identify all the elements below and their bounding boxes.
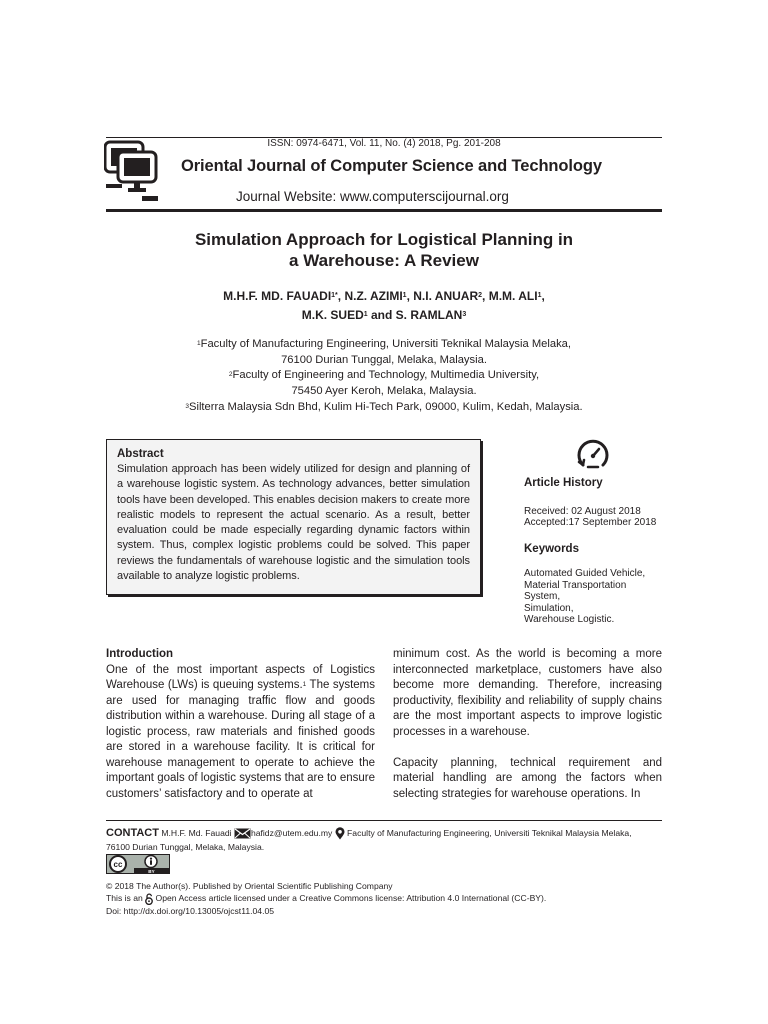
- svg-text:cc: cc: [113, 860, 123, 869]
- keywords-list: [524, 568, 645, 626]
- article-history-heading: Article History: [524, 477, 603, 489]
- author-name: M.K. SUED: [301, 308, 364, 322]
- affiliation-number: 2: [228, 371, 233, 379]
- introduction-heading: Introduction: [106, 648, 174, 660]
- affiliation-text: Faculty of Manufacturing Engineering, Universiti Teknikal Malaysia Melaka,: [200, 338, 572, 350]
- license-text: This is an: [106, 893, 146, 904]
- affiliation-text: Faculty of Engineering and Technology, Multimedia University,: [232, 369, 540, 382]
- paragraph-gap: [393, 740, 662, 756]
- affiliation-2-address: 75450 Ayer Keroh, Melaka, Malaysia.: [291, 385, 477, 398]
- affiliation-3: [106, 400, 662, 416]
- keyword-item: Material Transportation: [524, 579, 627, 591]
- contact-address-line-2: 76100 Durian Tunggal, Melaka, Malaysia.: [106, 842, 265, 853]
- paper-title-line-1: Simulation Approach for Logistical Planning in: [194, 230, 574, 249]
- keyword-item: Simulation,: [524, 602, 574, 614]
- author-affiliation-mark: 1: [402, 292, 407, 299]
- paragraph-text: The systems are used for managing traffic flow and goods distribution within a warehouse. During all stage of a logistic process, raw materials and finished goods are stored in a warehouse facility. It is critical for warehouse management to operate to achieve the important goals of logistic systems that are to ensure customers’ satisfactory and to operate at: [106, 679, 375, 800]
- body-paragraph: Capacity planning, technical requirement and material handling are among the factors when selecting strategies for warehouse operations. In: [393, 756, 662, 800]
- keyword-item: Warehouse Logistic.: [524, 614, 615, 626]
- body-paragraph: minimum cost. As the world is becoming a more interconnected marketplace, customers have also become more demanding. Therefore, increasing productivity, flexibility and reliability of supply chains are the most important aspects to improve logistic processes in a warehouse.: [393, 648, 662, 738]
- citation-mark[interactable]: 1: [302, 681, 307, 688]
- body-column-right: [393, 647, 662, 802]
- abstract-heading: Abstract: [117, 448, 164, 460]
- author-affiliation-mark: 1: [537, 292, 542, 299]
- map-pin-icon: [335, 827, 345, 840]
- license-text: Open Access article licensed under a Creative Commons license: Attribution 4.0 International (CC-BY).: [153, 893, 547, 904]
- paragraph-text: One of the most important aspects of Logistics Warehouse (LWs) is queuing systems.: [106, 663, 375, 691]
- author-name: , N.Z. AZIMI: [337, 289, 403, 303]
- author-name: M.H.F. MD. FAUADI: [223, 289, 332, 303]
- contact-label: CONTACT: [106, 827, 159, 839]
- body-column-left: [106, 647, 375, 802]
- received-date: Received: 02 August 2018: [524, 506, 641, 517]
- author-list: [106, 287, 662, 325]
- author-affiliation-mark: 1: [363, 311, 368, 318]
- contact-name: M.H.F. Md. Fauadi: [158, 828, 234, 838]
- contact-block: [106, 826, 666, 854]
- paper-title-line-2: a Warehouse: A Review: [289, 251, 479, 270]
- author-affiliation-mark: 2: [478, 292, 483, 299]
- keywords-heading: Keywords: [524, 543, 579, 555]
- envelope-icon: [234, 828, 251, 839]
- cc-by-label: BY: [148, 868, 155, 874]
- issn-line: ISSN: 0974-6471, Vol. 11, No. (4) 2018, Pg. 201-208: [267, 138, 501, 149]
- doi-link[interactable]: Doi: http://dx.doi.org/10.13005/ojcst11.04.05: [106, 905, 275, 916]
- keyword-item: System,: [524, 591, 561, 603]
- affiliations: [106, 337, 662, 416]
- contact-address: Faculty of Manufacturing Engineering, Universiti Teknikal Malaysia Melaka,: [344, 828, 632, 838]
- affiliation-1: [106, 337, 662, 353]
- header-rule: [106, 209, 662, 212]
- computer-monitors-logo-icon: [104, 140, 162, 206]
- journal-title: Oriental Journal of Computer Science and Technology: [181, 157, 602, 175]
- author-separator: ,: [541, 289, 545, 303]
- author-name: , N.I. ANUAR: [406, 289, 479, 303]
- author-line-1: [106, 287, 662, 306]
- clock-history-icon: [575, 437, 611, 473]
- footer-rule: [106, 820, 662, 821]
- license-line: [106, 892, 546, 905]
- affiliation-1-address: 76100 Durian Tunggal, Melaka, Malaysia.: [281, 353, 487, 366]
- contact-line: [106, 826, 666, 840]
- creative-commons-by-badge-icon[interactable]: [106, 854, 170, 874]
- accepted-date: Accepted:17 September 2018: [524, 517, 657, 528]
- author-name: and S. RAMLAN: [367, 308, 463, 322]
- affiliation-number: 3: [185, 402, 189, 410]
- author-affiliation-mark: 1*: [331, 292, 338, 299]
- affiliation-number: 1: [196, 340, 201, 347]
- copyright-block: [106, 880, 546, 917]
- body-paragraph: [106, 663, 375, 803]
- affiliation-text: Silterra Malaysia Sdn Bhd, Kulim Hi-Tech Park, 09000, Kulim, Kedah, Malaysia.: [189, 400, 583, 413]
- author-affiliation-mark: 3: [462, 311, 467, 318]
- abstract-box: [106, 439, 481, 595]
- abstract-text: Simulation approach has been widely utilized for design and planning of a warehouse logistic system. As technology advances, better simulation tools have been developed. This enables decision makers to create more realistic models to represent the actual scenario. As a result, better evaluation could be made especially regarding dynamic factors within system. Thus, complex logistic problems could be solved. This paper reviews the fundamentals of warehouse logistic and the simulation tools available to analyze logistic problems.: [117, 463, 470, 583]
- open-access-lock-icon: [145, 893, 153, 905]
- author-line-2: [106, 306, 662, 325]
- journal-website[interactable]: Journal Website: www.computerscijournal.org: [236, 189, 509, 204]
- paper-title: [106, 229, 662, 271]
- copyright-line: © 2018 The Author(s). Published by Oriental Scientific Publishing Company: [106, 881, 393, 891]
- contact-email[interactable]: hafidz@utem.edu.my: [250, 828, 335, 838]
- keyword-item: Automated Guided Vehicle,: [524, 568, 646, 579]
- affiliation-2: [106, 368, 662, 384]
- author-name: , M.M. ALI: [482, 289, 538, 303]
